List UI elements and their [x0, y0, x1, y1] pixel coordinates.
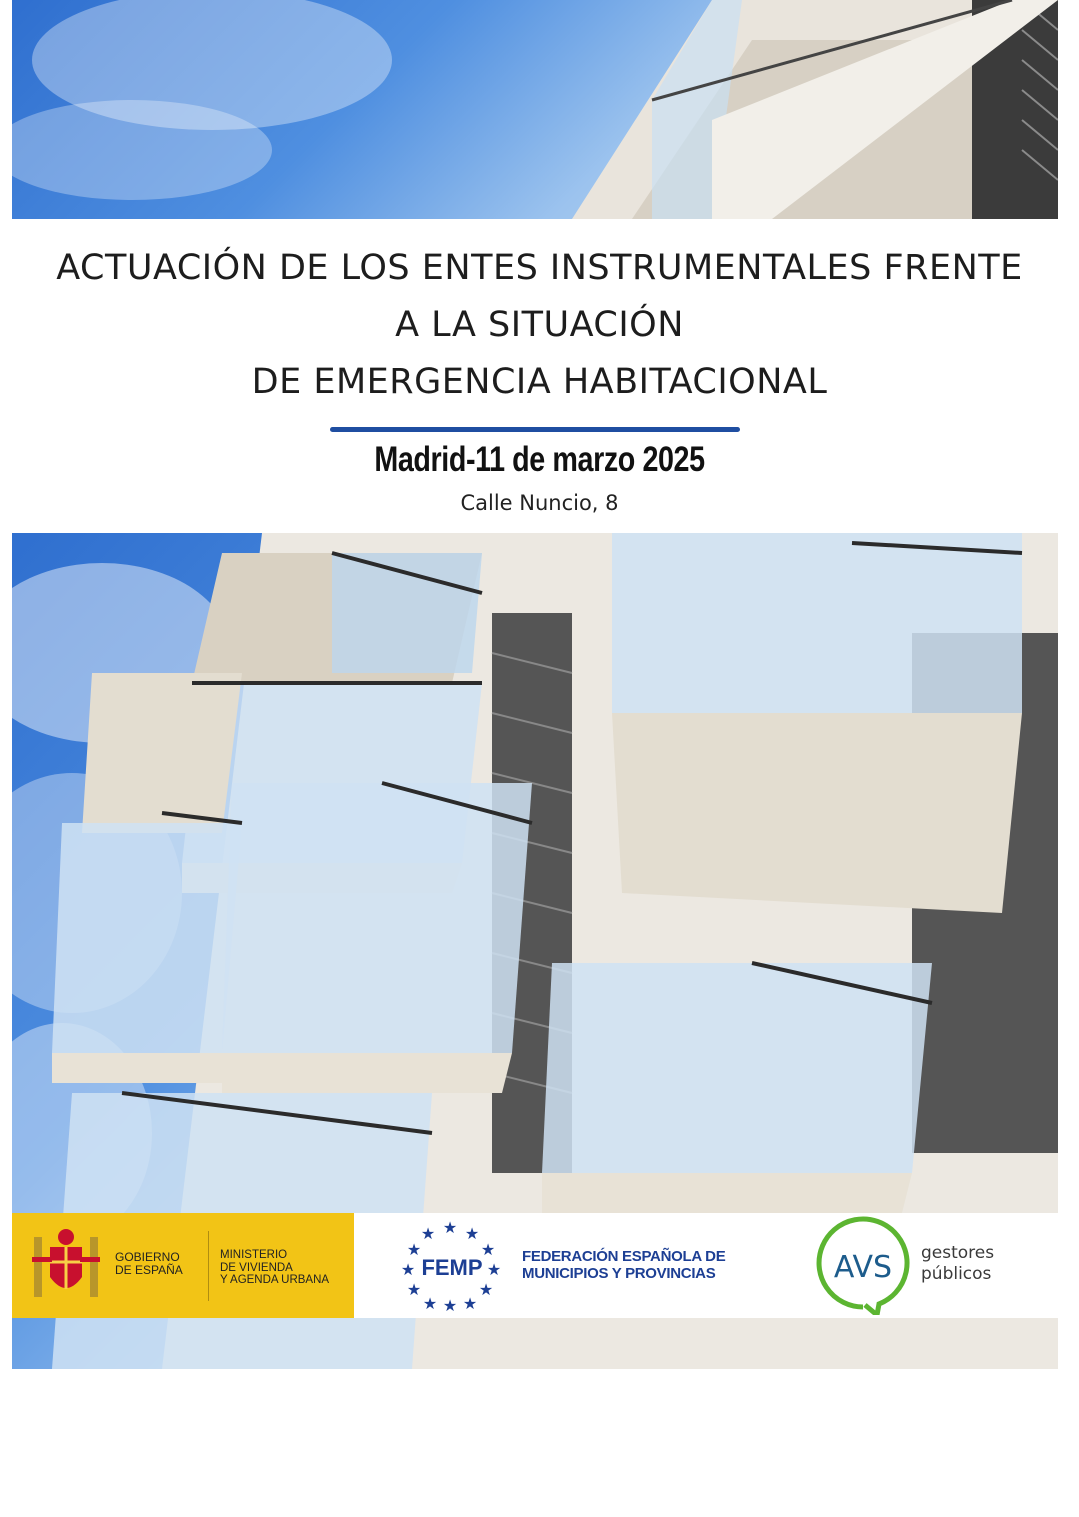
femp-acronym: FEMP — [421, 1255, 483, 1280]
svg-text:★: ★ — [442, 1220, 458, 1237]
event-address: Calle Nuncio, 8 — [460, 491, 619, 515]
event-title — [0, 240, 1079, 411]
femp-logo — [400, 1219, 510, 1311]
title-line-1: ACTUACIÓN DE LOS ENTES INSTRUMENTALES FRENTE — [56, 248, 1023, 288]
coat-of-arms-icon — [30, 1227, 102, 1303]
avs-acronym: AVS — [833, 1250, 893, 1285]
svg-text:★: ★ — [478, 1282, 494, 1299]
avs-logo — [807, 1215, 919, 1315]
avs-tagline: gestores públicos — [921, 1243, 995, 1284]
gobierno-label: GOBIERNO DE ESPAÑA — [115, 1250, 183, 1277]
logo-separator — [208, 1231, 209, 1301]
svg-text:★: ★ — [400, 1262, 416, 1279]
svg-text:★: ★ — [486, 1262, 502, 1279]
event-date: Madrid-11 de marzo 2025 — [374, 440, 705, 479]
gobierno-espana-logo — [12, 1213, 354, 1318]
svg-text:★: ★ — [422, 1296, 438, 1311]
svg-text:★: ★ — [442, 1298, 458, 1311]
svg-text:★: ★ — [406, 1242, 422, 1259]
title-line-2: A LA SITUACIÓN — [395, 305, 684, 345]
sponsor-logos-band — [12, 1213, 1058, 1318]
header-building-photo — [12, 0, 1058, 219]
svg-text:★: ★ — [480, 1242, 496, 1259]
title-line-3: DE EMERGENCIA HABITACIONAL — [251, 362, 828, 402]
svg-text:★: ★ — [462, 1296, 478, 1311]
svg-text:★: ★ — [406, 1282, 422, 1299]
svg-text:★: ★ — [464, 1226, 480, 1243]
svg-text:★: ★ — [420, 1226, 436, 1243]
ministerio-label: MINISTERIO DE VIVIENDA Y AGENDA URBANA — [220, 1249, 330, 1286]
title-divider — [330, 427, 740, 432]
femp-name: FEDERACIÓN ESPAÑOLA DE MUNICIPIOS Y PROVINCIAS — [522, 1248, 726, 1282]
